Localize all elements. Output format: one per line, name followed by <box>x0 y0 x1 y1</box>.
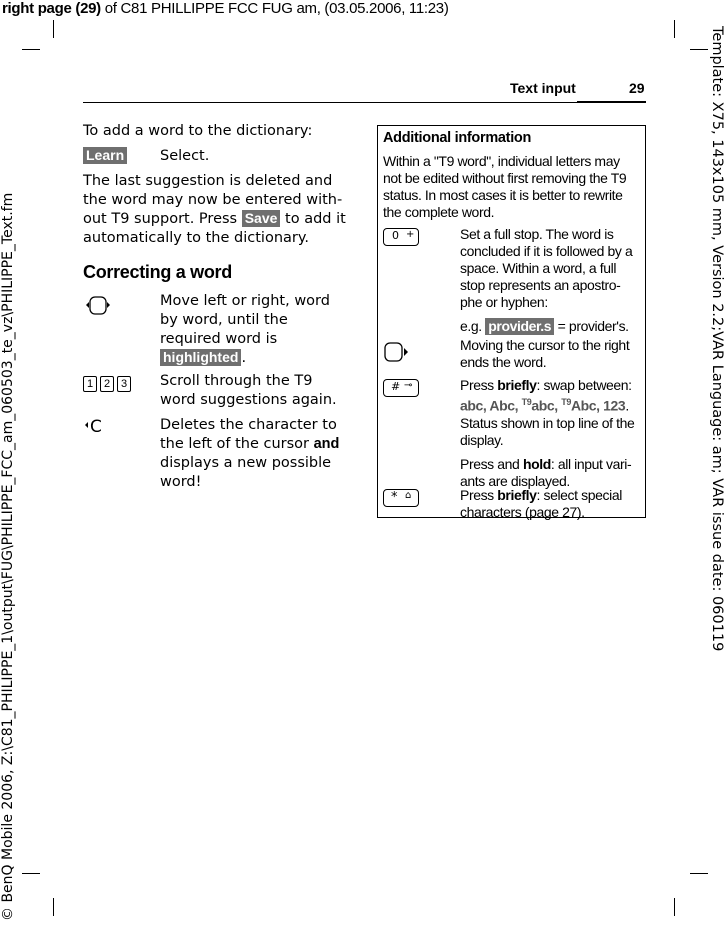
header-rule-thick <box>577 101 646 103</box>
crop-mark <box>690 873 708 874</box>
section-heading: Correcting a word <box>83 262 232 282</box>
section-title: Text input <box>510 80 576 96</box>
box-intro: Within a "T9 word", individual letters may not be edited without first removing the T9 status. In most cases it is better to rewrite the complete word. <box>383 153 627 220</box>
row-input-modes: Press briefly: swap between: abc, Abc, $^{T9}$abc, $^{T9}$Abc, 123. Status shown in top line of the display. Press and hold: all input vari- ants are displayed. <box>460 377 635 489</box>
header-rule <box>83 102 577 103</box>
learn-description: Select. <box>160 148 210 164</box>
print-header-info: of C81 PHILLIPPE FCC FUG am, (03.05.2006, 11:23) <box>100 0 449 17</box>
paragraph: The last suggestion is deleted and the word may now be entered with- out T9 support. Press Save to add it automatically to the dictionary. <box>83 173 346 246</box>
row-full-stop: Set a full stop. The word is concluded if it is followed by a space. Within a word, a full stop represents an apostro- phe or hyphen: e.g. provider.s = provider's. <box>460 226 633 334</box>
navigation-right-icon <box>383 340 413 364</box>
key-0-icon: 0 + <box>383 228 419 246</box>
key-star-icon: * ⌂ <box>383 489 419 507</box>
item-navigate: Move left or right, word by word, until the required word is highlighted . <box>160 293 330 366</box>
page-number: 29 <box>629 80 645 96</box>
key-3-icon: 3 <box>117 376 131 392</box>
crop-mark <box>22 49 40 50</box>
svg-text:C: C <box>90 417 102 437</box>
item-delete: Deletes the character to the left of the cursor and displays a new possible word! <box>160 417 340 490</box>
crop-mark <box>53 898 54 916</box>
intro-text: To add a word to the dictionary: <box>83 123 313 139</box>
crop-mark <box>674 898 675 916</box>
crop-mark <box>690 49 708 50</box>
item-scroll: Scroll through the T9 word suggestions again. <box>160 373 337 408</box>
side-right-text: Template: X75, 143x105 mm, Version 2.2;VAR Language: am; VAR issue date: 060119 <box>709 26 725 652</box>
crop-mark <box>674 20 675 38</box>
row-special-chars: Press briefly: select special characters (page 27). <box>460 487 622 520</box>
save-softkey: Save <box>242 210 281 227</box>
navigation-key-icon <box>83 295 113 317</box>
crop-mark <box>53 20 54 38</box>
provider-softkey: provider.s <box>485 318 554 335</box>
print-header <box>2 0 449 17</box>
key-2-icon: 2 <box>100 376 114 392</box>
crop-mark <box>22 873 40 874</box>
key-1-icon: 1 <box>83 376 97 392</box>
key-hash-icon: # ⊸ <box>383 379 419 397</box>
print-header-page: right page (29) <box>2 0 101 17</box>
highlighted-softkey: highlighted <box>160 349 241 366</box>
row-cursor-right: Moving the cursor to the right ends the word. <box>460 337 630 370</box>
clear-key-icon <box>83 415 107 437</box>
keys-123-icon <box>83 374 131 392</box>
side-left-text: © BenQ Mobile 2006, Z:\C81_PHILIPPE_1\output\FUG\PHILIPPE_FCC_am_060503_te_vz\PHILIPPE_Text.fm <box>0 192 16 921</box>
learn-softkey: Learn <box>83 147 127 165</box>
box-title: Additional information <box>383 130 532 146</box>
